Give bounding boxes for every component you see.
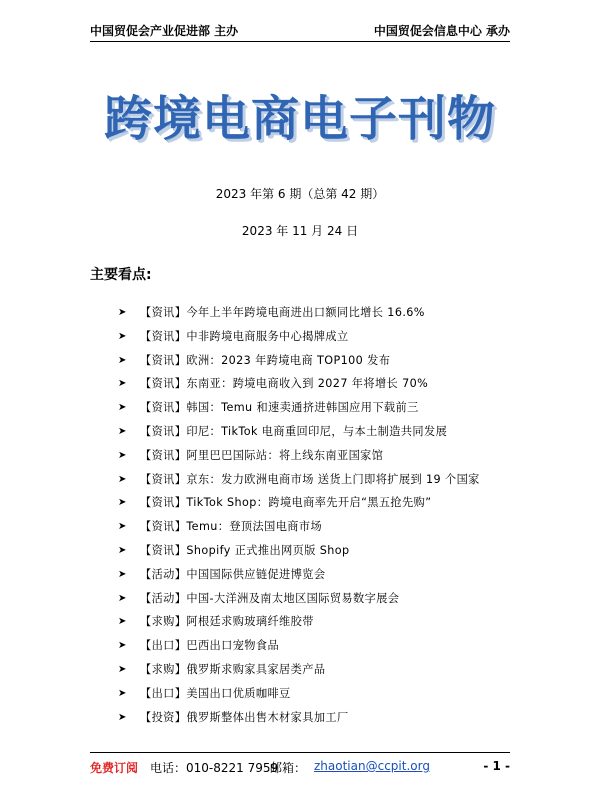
arrow-right-icon: ➤	[118, 425, 127, 437]
arrow-right-icon: ➤	[118, 687, 127, 699]
highlight-item[interactable]: ➤ 【资讯】中非跨境电商服务中心揭牌成立	[118, 325, 518, 349]
highlight-item[interactable]: ➤ 【资讯】欧洲：2023 年跨境电商 TOP100 发布	[118, 349, 518, 373]
header-undertaker: 中国贸促会信息中心 承办	[373, 24, 510, 38]
subscribe-link[interactable]: 免费订阅	[90, 761, 139, 775]
arrow-right-icon: ➤	[118, 592, 127, 604]
highlight-item[interactable]: ➤ 【资讯】印尼：TikTok 电商重回印尼，与本土制造共同发展	[118, 420, 518, 444]
contact-phone: 电话：010-8221 7959	[150, 761, 279, 775]
arrow-right-icon: ➤	[118, 640, 127, 652]
arrow-right-icon: ➤	[118, 330, 127, 342]
arrow-right-icon: ➤	[118, 378, 127, 390]
arrow-right-icon: ➤	[118, 544, 127, 556]
arrow-right-icon: ➤	[118, 449, 127, 461]
highlight-item[interactable]: ➤ 【活动】中国国际供应链促进博览会	[118, 563, 518, 587]
footer-divider	[90, 752, 510, 753]
header-divider	[90, 41, 510, 42]
arrow-right-icon: ➤	[118, 402, 127, 414]
arrow-right-icon: ➤	[118, 473, 127, 485]
arrow-right-icon: ➤	[118, 663, 127, 675]
highlight-item[interactable]: ➤ 【资讯】东南亚：跨境电商收入到 2027 年将增长 70%	[118, 372, 518, 396]
arrow-right-icon: ➤	[118, 616, 127, 628]
highlights-heading: 主要看点:	[90, 267, 152, 283]
highlight-item[interactable]: ➤ 【资讯】京东：发力欧洲电商市场 送货上门即将扩展到 19 个国家	[118, 468, 518, 492]
issue-number: 2023 年第 6 期（总第 42 期）	[215, 187, 385, 201]
publication-title: 跨境电商电子刊物	[103, 91, 496, 147]
arrow-right-icon: ➤	[118, 521, 127, 533]
highlight-item[interactable]: ➤ 【资讯】今年上半年跨境电商进出口额同比增长 16.6%	[118, 301, 518, 325]
highlight-item[interactable]: ➤ 【求购】俄罗斯求购家具家居类产品	[118, 658, 518, 682]
highlight-item[interactable]: ➤ 【资讯】TikTok Shop：跨境电商率先开启“黑五抢先购”	[118, 491, 518, 515]
highlight-item[interactable]: ➤ 【资讯】Shopify 正式推出网页版 Shop	[118, 539, 518, 563]
highlight-item[interactable]: ➤ 【活动】中国-大洋洲及南太地区国际贸易数字展会	[118, 587, 518, 611]
highlight-item[interactable]: ➤ 【资讯】阿里巴巴国际站：将上线东南亚国家馆	[118, 444, 518, 468]
arrow-right-icon: ➤	[118, 568, 127, 580]
arrow-right-icon: ➤	[118, 354, 127, 366]
arrow-right-icon: ➤	[118, 307, 127, 318]
email-link[interactable]: zhaotian@ccpit.org	[314, 759, 430, 773]
header-organizer: 中国贸促会产业促进部 主办	[90, 24, 239, 38]
arrow-right-icon: ➤	[118, 497, 127, 509]
highlight-item[interactable]: ➤ 【资讯】Temu：登顶法国电商市场	[118, 515, 518, 539]
highlight-item[interactable]: ➤ 【出口】巴西出口宠物食品	[118, 634, 518, 658]
highlight-item[interactable]: ➤ 【求购】阿根廷求购玻璃纤维胶带	[118, 610, 518, 634]
arrow-right-icon: ➤	[118, 711, 127, 723]
highlights-list	[118, 301, 518, 729]
highlight-item[interactable]: ➤ 【投资】俄罗斯整体出售木材家具加工厂	[118, 706, 518, 730]
email-label: 邮箱：	[270, 761, 307, 775]
highlight-item[interactable]: ➤ 【资讯】韩国：Temu 和速卖通挤进韩国应用下载前三	[118, 396, 518, 420]
page-number: - 1 -	[483, 759, 510, 773]
issue-date: 2023 年 11 月 24 日	[241, 224, 359, 238]
highlight-item[interactable]: ➤ 【出口】美国出口优质咖啡豆	[118, 682, 518, 706]
